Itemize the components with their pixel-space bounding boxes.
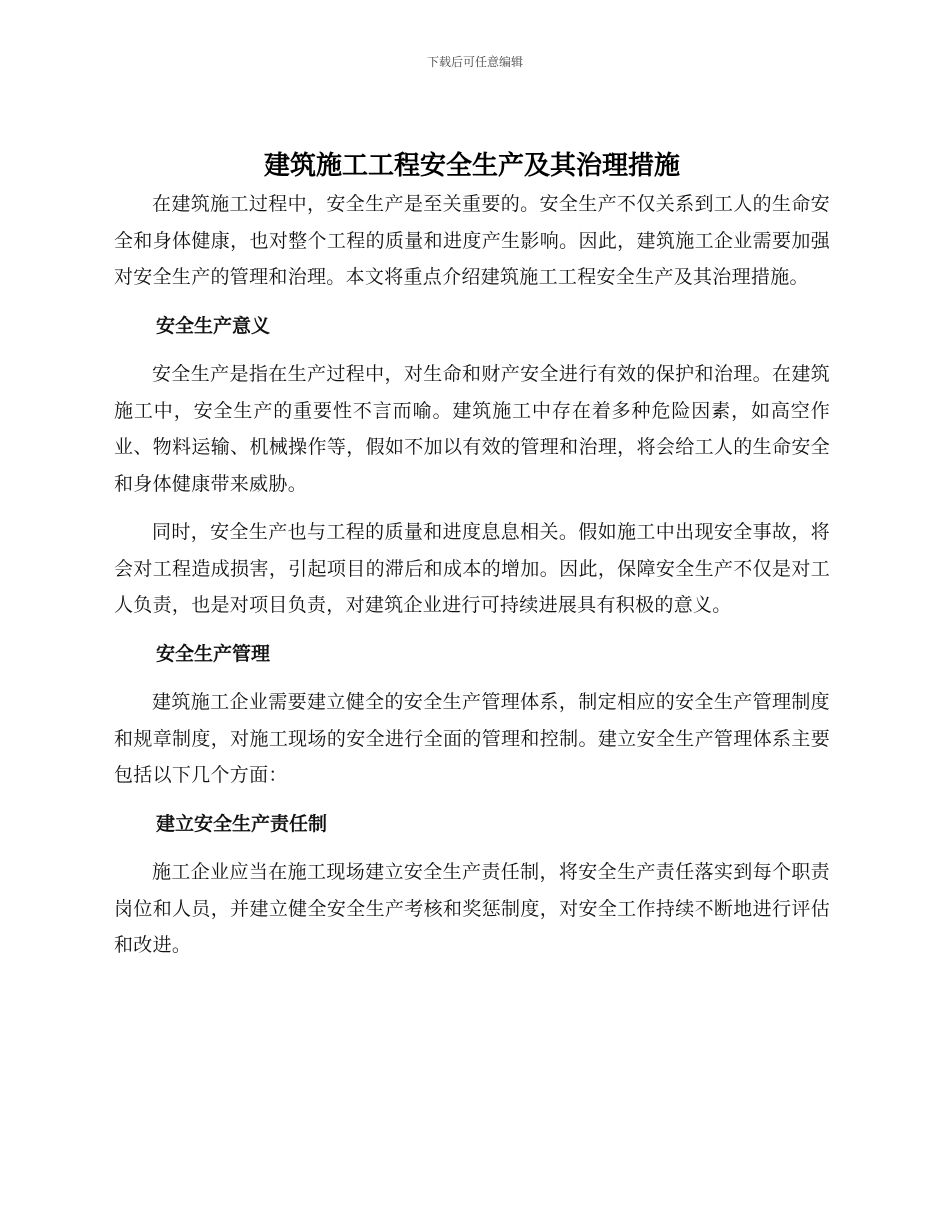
- section-heading-meaning: 安全生产意义: [156, 314, 271, 337]
- document-body: [114, 146, 830, 964]
- subsection-heading-responsibility: 建立安全生产责任制: [156, 812, 328, 835]
- page-header-note: 下载后可任意编辑: [426, 55, 523, 69]
- spacer: [114, 672, 830, 684]
- spacer: [114, 624, 830, 636]
- spacer: [114, 794, 830, 806]
- spacer: [114, 344, 830, 356]
- section-heading-management: 安全生产管理: [156, 642, 271, 665]
- responsibility-paragraph-1: 施工企业应当在施工现场建立安全生产责任制，将安全生产责任落实到每个职责岗位和人员，并建立健全安全生产考核和奖惩制度，对安全工作持续不断地进行评估和改进。: [114, 861, 830, 956]
- spacer: [114, 502, 830, 514]
- spacer: [114, 296, 830, 308]
- meaning-paragraph-1: 安全生产是指在生产过程中，对生命和财产安全进行有效的保护和治理。在建筑施工中，安全生产的重要性不言而喻。建筑施工中存在着多种危险因素，如高空作业、物料运输、机械操作等，假如不加以有效的管理和治理，将会给工人的生命安全和身体健康带来威胁。: [114, 363, 830, 495]
- spacer: [114, 842, 830, 854]
- management-paragraph-1: 建筑施工企业需要建立健全的安全生产管理体系，制定相应的安全生产管理制度和规章制度，对施工现场的安全进行全面的管理和控制。建立安全生产管理体系主要包括以下几个方面：: [114, 691, 830, 786]
- document-title: 建筑施工工程安全生产及其治理措施: [263, 151, 680, 181]
- intro-paragraph: 在建筑施工过程中，安全生产是至关重要的。安全生产不仅关系到工人的生命安全和身体健康，也对整个工程的质量和进度产生影响。因此，建筑施工企业需要加强对安全生产的管理和治理。本文将重点介绍建筑施工工程安全生产及其治理措施。: [114, 193, 830, 288]
- meaning-paragraph-2: 同时，安全生产也与工程的质量和进度息息相关。假如施工中出现安全事故，将会对工程造成损害，引起项目的滞后和成本的增加。因此，保障安全生产不仅是对工人负责，也是对项目负责，对建筑企业进行可持续进展具有积极的意义。: [114, 521, 830, 616]
